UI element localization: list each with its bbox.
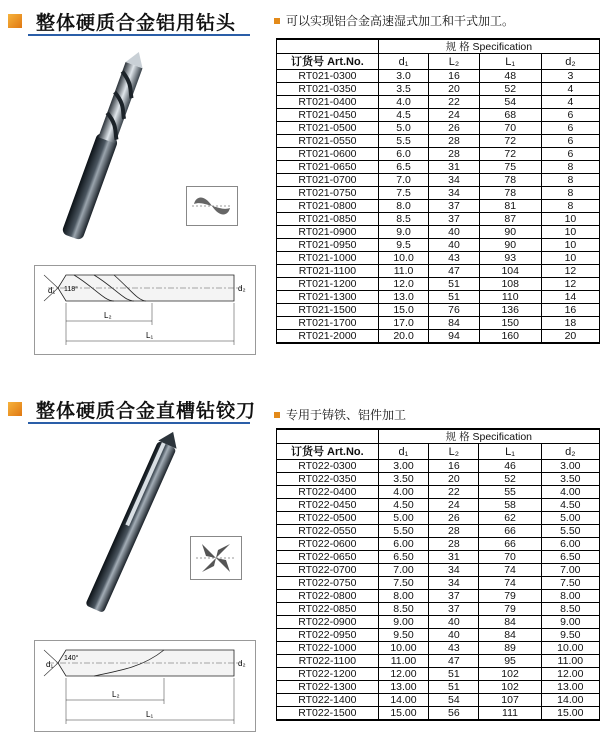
cell-d2: 5.50: [541, 525, 599, 538]
cell-art-no: RT022-0850: [277, 603, 379, 616]
cell-d1: 4.50: [378, 499, 429, 512]
cell-l1: 66: [479, 525, 541, 538]
cell-d2: 8.50: [541, 603, 599, 616]
cell-l2: 47: [429, 265, 479, 278]
cell-l1: 110: [479, 291, 541, 304]
col-header-art-no: 订货号 Art.No.: [277, 54, 379, 70]
cell-l2: 40: [429, 239, 479, 252]
table-row: [277, 96, 600, 109]
table-row: [277, 187, 600, 200]
cell-l1: 48: [479, 70, 541, 83]
cell-d1: 3.50: [378, 473, 429, 486]
cell-art-no: RT021-0700: [277, 174, 379, 187]
cell-art-no: RT021-0750: [277, 187, 379, 200]
cell-d1: 5.00: [378, 512, 429, 525]
cell-art-no: RT022-0650: [277, 551, 379, 564]
cell-d2: 20: [541, 330, 599, 344]
cell-l2: 51: [429, 668, 479, 681]
cell-d1: 11.0: [378, 265, 428, 278]
cell-d2: 4.00: [541, 486, 599, 499]
cell-l1: 95: [479, 655, 541, 668]
cell-l2: 26: [429, 122, 479, 135]
cell-d2: 8: [541, 161, 599, 174]
cell-art-no: RT022-0400: [277, 486, 379, 499]
label-angle: 118°: [64, 286, 78, 293]
cell-d2: 8: [541, 187, 599, 200]
label-l1: L₁: [146, 710, 154, 719]
cell-l1: 54: [479, 96, 541, 109]
cell-d1: 3.0: [378, 70, 428, 83]
table-row: [277, 642, 600, 655]
cell-l1: 84: [479, 616, 541, 629]
table-row: [277, 122, 600, 135]
cell-d1: 7.50: [378, 577, 429, 590]
cell-d2: 9.00: [541, 616, 599, 629]
col-header-d1: d₁: [378, 444, 429, 460]
title-square-icon: [8, 402, 22, 416]
cell-art-no: RT021-0800: [277, 200, 379, 213]
cell-d2: 12.00: [541, 668, 599, 681]
label-d2: d₂: [238, 659, 246, 668]
cell-d2: 6: [541, 109, 599, 122]
note-text: 专用于铸铁、铝件加工: [286, 408, 407, 422]
cell-l2: 34: [429, 174, 479, 187]
label-d2: d₂: [238, 284, 246, 293]
cell-art-no: RT022-1500: [277, 707, 379, 721]
cell-l2: 26: [429, 512, 479, 525]
cell-l2: 20: [429, 473, 479, 486]
cell-d2: 4: [541, 83, 599, 96]
cell-d2: 7.50: [541, 577, 599, 590]
cell-l1: 89: [479, 642, 541, 655]
cell-d1: 14.00: [378, 694, 429, 707]
cell-d2: 6: [541, 135, 599, 148]
cell-l2: 76: [429, 304, 479, 317]
cell-art-no: RT022-1400: [277, 694, 379, 707]
cell-d2: 11.00: [541, 655, 599, 668]
cell-art-no: RT022-0700: [277, 564, 379, 577]
cell-l2: 43: [429, 252, 479, 265]
cell-d1: 10.00: [378, 642, 429, 655]
table-row: [277, 304, 600, 317]
cell-art-no: RT022-1300: [277, 681, 379, 694]
table-row: [277, 655, 600, 668]
cell-d2: 12: [541, 265, 599, 278]
cell-d1: 6.50: [378, 551, 429, 564]
section-title: 整体硬质合金铝用钻头: [36, 11, 237, 34]
cell-l2: 43: [429, 642, 479, 655]
section-note: [274, 12, 514, 29]
cell-l1: 150: [479, 317, 541, 330]
label-d1: d₁: [46, 660, 54, 669]
cell-l2: 34: [429, 187, 479, 200]
table-row: [277, 629, 600, 642]
spec-header: 规 格 Specification: [378, 429, 599, 444]
col-header-l2: L₂: [429, 444, 479, 460]
cell-d2: 6.00: [541, 538, 599, 551]
cell-l1: 74: [479, 577, 541, 590]
cell-art-no: RT022-1100: [277, 655, 379, 668]
cell-d1: 13.0: [378, 291, 428, 304]
cell-d2: 3.50: [541, 473, 599, 486]
table-row: [277, 291, 600, 304]
bullet-square-icon: [274, 412, 280, 418]
cell-art-no: RT021-1700: [277, 317, 379, 330]
cell-l1: 46: [479, 460, 541, 473]
cell-l1: 74: [479, 564, 541, 577]
col-header-d2: d₂: [541, 444, 599, 460]
cell-l1: 78: [479, 187, 541, 200]
cell-d2: 6: [541, 148, 599, 161]
cell-l1: 136: [479, 304, 541, 317]
cell-d1: 6.5: [378, 161, 428, 174]
cell-d1: 15.00: [378, 707, 429, 721]
cell-art-no: RT022-0450: [277, 499, 379, 512]
section-title-row: [8, 8, 236, 34]
col-header-l1: L₁: [479, 54, 541, 70]
cell-l1: 66: [479, 538, 541, 551]
cell-d2: 6: [541, 122, 599, 135]
cell-l1: 160: [479, 330, 541, 344]
cell-art-no: RT021-0550: [277, 135, 379, 148]
table-row: [277, 616, 600, 629]
cell-d1: 12.0: [378, 278, 428, 291]
table-row: [277, 538, 600, 551]
cell-d1: 9.0: [378, 226, 428, 239]
table-row: [277, 460, 600, 473]
note-text: 可以实现铝合金高速湿式加工和干式加工。: [286, 14, 515, 28]
section-note: [274, 406, 406, 423]
table-row: [277, 83, 600, 96]
cell-l2: 34: [429, 564, 479, 577]
table-row: [277, 551, 600, 564]
table-row: [277, 512, 600, 525]
cell-d2: 10: [541, 239, 599, 252]
cell-d2: 7.00: [541, 564, 599, 577]
table-row: [277, 564, 600, 577]
table-row: [277, 70, 600, 83]
cell-l2: 28: [429, 148, 479, 161]
cell-d1: 5.5: [378, 135, 428, 148]
bullet-square-icon: [274, 18, 280, 24]
cell-d1: 17.0: [378, 317, 428, 330]
cell-art-no: RT021-2000: [277, 330, 379, 344]
cell-l2: 40: [429, 226, 479, 239]
cell-l1: 72: [479, 135, 541, 148]
cell-l2: 28: [429, 525, 479, 538]
cell-l1: 90: [479, 226, 541, 239]
cell-l1: 68: [479, 109, 541, 122]
cell-l2: 31: [429, 551, 479, 564]
cell-d2: 10: [541, 226, 599, 239]
table-row: [277, 473, 600, 486]
cell-d1: 9.50: [378, 629, 429, 642]
title-underline: [28, 34, 250, 36]
cell-l1: 93: [479, 252, 541, 265]
cell-d1: 8.00: [378, 590, 429, 603]
cell-d1: 5.50: [378, 525, 429, 538]
table-row: [277, 603, 600, 616]
cell-l2: 37: [429, 603, 479, 616]
cell-l1: 102: [479, 681, 541, 694]
cell-art-no: RT021-1100: [277, 265, 379, 278]
table-row: [277, 486, 600, 499]
cell-d2: 10: [541, 252, 599, 265]
cell-d2: 3: [541, 70, 599, 83]
cell-art-no: RT022-0950: [277, 629, 379, 642]
table-row: [277, 707, 600, 721]
label-l2: L₂: [112, 690, 120, 699]
table-row: [277, 278, 600, 291]
cell-d1: 9.5: [378, 239, 428, 252]
cell-art-no: RT021-0300: [277, 70, 379, 83]
cell-l1: 87: [479, 213, 541, 226]
cell-d1: 11.00: [378, 655, 429, 668]
cell-art-no: RT022-0300: [277, 460, 379, 473]
cell-d2: 8: [541, 174, 599, 187]
table-row: [277, 239, 600, 252]
cell-d1: 8.5: [378, 213, 428, 226]
cell-l2: 54: [429, 694, 479, 707]
drill-cross-section-icon: [186, 186, 238, 226]
cell-art-no: RT021-1300: [277, 291, 379, 304]
cell-l1: 72: [479, 148, 541, 161]
drill-technical-drawing: [34, 265, 256, 355]
table-row: [277, 265, 600, 278]
table-row: [277, 499, 600, 512]
cell-l1: 75: [479, 161, 541, 174]
cell-l1: 55: [479, 486, 541, 499]
cell-l1: 84: [479, 629, 541, 642]
cell-d1: 6.0: [378, 148, 428, 161]
section-straight-flute-reamer: [0, 388, 600, 749]
table-row: [277, 226, 600, 239]
cell-l2: 40: [429, 616, 479, 629]
cell-art-no: RT021-1200: [277, 278, 379, 291]
table-row: [277, 330, 600, 344]
table-row: [277, 694, 600, 707]
cell-l2: 20: [429, 83, 479, 96]
cell-l1: 52: [479, 83, 541, 96]
cell-d1: 12.00: [378, 668, 429, 681]
cell-l1: 102: [479, 668, 541, 681]
cell-art-no: RT022-0900: [277, 616, 379, 629]
cell-art-no: RT022-0500: [277, 512, 379, 525]
cell-l2: 31: [429, 161, 479, 174]
cell-l2: 84: [429, 317, 479, 330]
cell-d1: 13.00: [378, 681, 429, 694]
cell-l2: 34: [429, 577, 479, 590]
cell-l1: 70: [479, 122, 541, 135]
table-row: [277, 317, 600, 330]
cell-d1: 7.0: [378, 174, 428, 187]
cell-l2: 22: [429, 486, 479, 499]
cell-d1: 8.50: [378, 603, 429, 616]
cell-l1: 90: [479, 239, 541, 252]
cell-d2: 10: [541, 213, 599, 226]
cell-art-no: RT021-0500: [277, 122, 379, 135]
table-row: [277, 174, 600, 187]
label-l2: L₂: [104, 311, 112, 320]
table-row: [277, 135, 600, 148]
cell-l2: 22: [429, 96, 479, 109]
table-row: [277, 668, 600, 681]
cell-l2: 16: [429, 460, 479, 473]
section-title: 整体硬质合金直槽钻铰刀: [36, 399, 257, 422]
cell-d2: 9.50: [541, 629, 599, 642]
cell-d1: 10.0: [378, 252, 428, 265]
cell-d2: 18: [541, 317, 599, 330]
cell-d1: 7.00: [378, 564, 429, 577]
cell-l1: 111: [479, 707, 541, 721]
cell-l2: 16: [429, 70, 479, 83]
cell-d2: 3.00: [541, 460, 599, 473]
section-title-row: [8, 396, 256, 422]
reamer-technical-drawing: [34, 640, 256, 732]
cell-art-no: RT022-0550: [277, 525, 379, 538]
cell-l1: 108: [479, 278, 541, 291]
table-row: [277, 590, 600, 603]
cell-art-no: RT021-0400: [277, 96, 379, 109]
table-row: [277, 252, 600, 265]
cell-art-no: RT021-0650: [277, 161, 379, 174]
cell-l2: 28: [429, 135, 479, 148]
table-row: [277, 161, 600, 174]
cell-l2: 24: [429, 109, 479, 122]
col-header-l1: L₁: [479, 444, 541, 460]
table-row: [277, 681, 600, 694]
cell-l1: 79: [479, 603, 541, 616]
label-l1: L₁: [146, 331, 154, 340]
cell-art-no: RT022-1200: [277, 668, 379, 681]
cell-d1: 3.5: [378, 83, 428, 96]
cell-d1: 4.0: [378, 96, 428, 109]
reamer-cross-section-icon: [190, 536, 242, 580]
cell-d2: 5.00: [541, 512, 599, 525]
cell-art-no: RT021-0950: [277, 239, 379, 252]
spec-table: [276, 38, 600, 344]
cell-d1: 3.00: [378, 460, 429, 473]
twist-drill-photo: [50, 40, 160, 250]
cell-d1: 8.0: [378, 200, 428, 213]
cell-l1: 107: [479, 694, 541, 707]
col-header-l2: L₂: [429, 54, 479, 70]
label-d1: d₁: [48, 286, 56, 295]
cell-d1: 4.00: [378, 486, 429, 499]
table-row: [277, 200, 600, 213]
spec-table: [276, 428, 600, 721]
cell-art-no: RT022-0750: [277, 577, 379, 590]
cell-d2: 8: [541, 200, 599, 213]
cell-art-no: RT022-0350: [277, 473, 379, 486]
cell-d2: 4.50: [541, 499, 599, 512]
cell-l1: 81: [479, 200, 541, 213]
cell-l1: 58: [479, 499, 541, 512]
cell-d1: 6.00: [378, 538, 429, 551]
cell-d1: 4.5: [378, 109, 428, 122]
col-header-art-no: 订货号 Art.No.: [277, 444, 379, 460]
table-row: [277, 577, 600, 590]
cell-art-no: RT022-0600: [277, 538, 379, 551]
label-angle: 140°: [64, 655, 79, 662]
cell-l2: 37: [429, 213, 479, 226]
cell-art-no: RT021-0900: [277, 226, 379, 239]
cell-l2: 51: [429, 291, 479, 304]
cell-art-no: RT021-0450: [277, 109, 379, 122]
cell-d2: 8.00: [541, 590, 599, 603]
cell-d2: 4: [541, 96, 599, 109]
cell-d2: 16: [541, 304, 599, 317]
cell-l2: 40: [429, 629, 479, 642]
cell-d2: 14.00: [541, 694, 599, 707]
cell-l2: 51: [429, 278, 479, 291]
cell-d1: 9.00: [378, 616, 429, 629]
cell-art-no: RT021-1000: [277, 252, 379, 265]
cell-art-no: RT021-0850: [277, 213, 379, 226]
cell-art-no: RT021-0350: [277, 83, 379, 96]
cell-d2: 6.50: [541, 551, 599, 564]
cell-d2: 13.00: [541, 681, 599, 694]
cell-l1: 79: [479, 590, 541, 603]
table-row: [277, 213, 600, 226]
cell-l2: 37: [429, 200, 479, 213]
cell-d1: 7.5: [378, 187, 428, 200]
cell-d2: 15.00: [541, 707, 599, 721]
cell-l1: 62: [479, 512, 541, 525]
cell-d2: 12: [541, 278, 599, 291]
straight-flute-drill-photo: [80, 420, 190, 620]
cell-d1: 15.0: [378, 304, 428, 317]
spec-header: 规 格 Specification: [378, 39, 599, 54]
cell-l1: 70: [479, 551, 541, 564]
col-header-d2: d₂: [541, 54, 599, 70]
cell-d1: 20.0: [378, 330, 428, 344]
cell-l1: 78: [479, 174, 541, 187]
table-row: [277, 148, 600, 161]
cell-l2: 47: [429, 655, 479, 668]
cell-l2: 37: [429, 590, 479, 603]
cell-l2: 51: [429, 681, 479, 694]
cell-d1: 5.0: [378, 122, 428, 135]
cell-l2: 28: [429, 538, 479, 551]
cell-d2: 14: [541, 291, 599, 304]
title-square-icon: [8, 14, 22, 28]
table-row: [277, 109, 600, 122]
cell-l1: 52: [479, 473, 541, 486]
cell-art-no: RT022-0800: [277, 590, 379, 603]
table-row: [277, 525, 600, 538]
cell-l2: 94: [429, 330, 479, 344]
cell-l1: 104: [479, 265, 541, 278]
cell-art-no: RT021-0600: [277, 148, 379, 161]
cell-d2: 10.00: [541, 642, 599, 655]
cell-l2: 56: [429, 707, 479, 721]
col-header-d1: d₁: [378, 54, 428, 70]
cell-l2: 24: [429, 499, 479, 512]
cell-art-no: RT021-1500: [277, 304, 379, 317]
cell-art-no: RT022-1000: [277, 642, 379, 655]
